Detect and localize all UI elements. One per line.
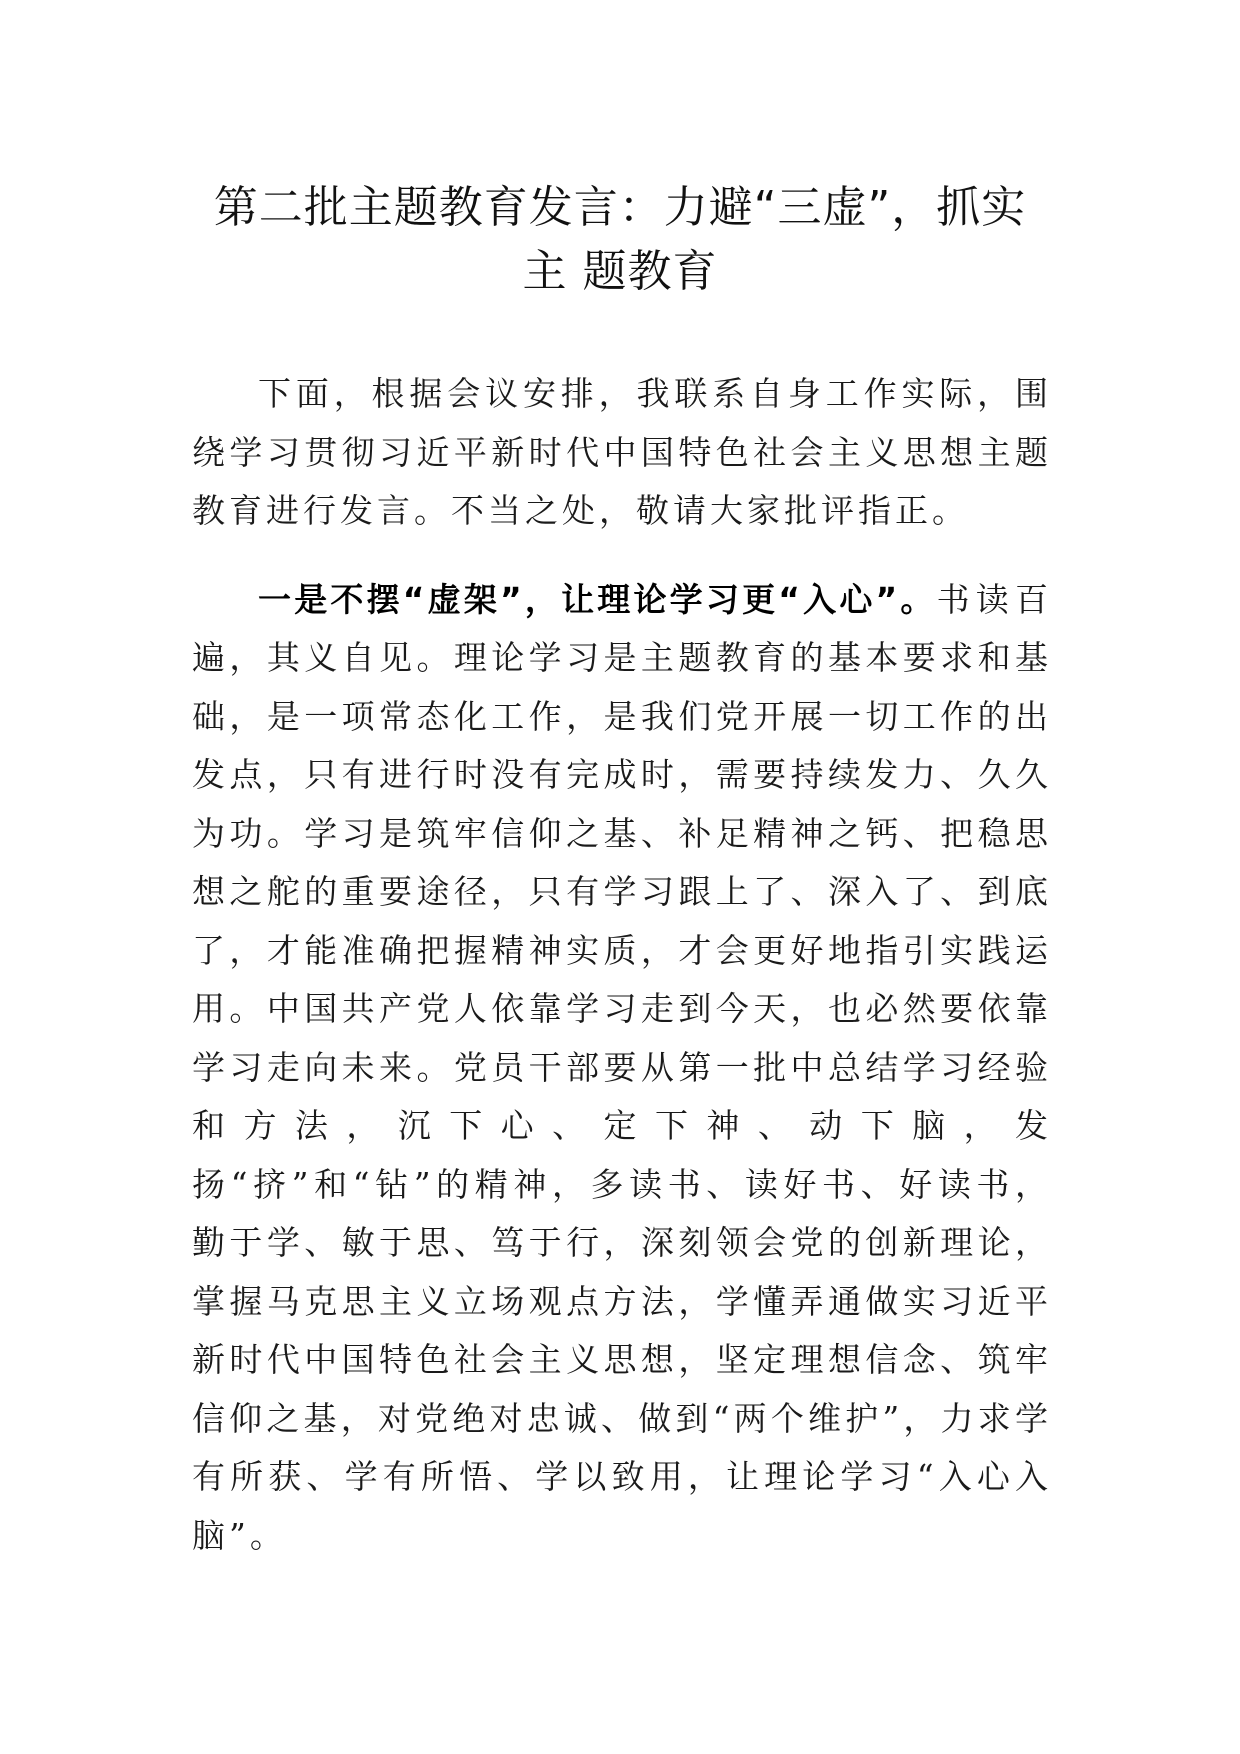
paragraph-lead-heading: 一是不摆“虚架”，让理论学习更“入心”。 <box>258 579 937 619</box>
paragraph-text: 书读百遍，其义自见。理论学习是主题教育的基本要求和基础，是一项常态化工作，是我们党开展一切工作的出发点，只有进行时没有完成时，需要持续发力、久久为功。学习是筑牢信仰之基、补足精神之钙、把稳思想之舵的重要途径，只有学习跟上了、深入了、到底了，才能准确把握精神实质，才会更好地指引实践运用。中国共产党人依靠学习走到今天，也必然要依靠学习走向未来。党员干部要从第一批中总结学习经验和方法，沉下心、定下神、动下脑，发扬“挤”和“钻”的精神，多读书、读好书、好读书，勤于学、敏于思、笃于行，深刻领会党的创新理论，掌握马克思主义立场观点方法，学懂弄通做实习近平新时代中国特色社会主义思想，坚定理想信念、筑牢信仰之基，对党绝对忠诚、做到“两个维护”，力求学有所获、学有所悟、学以致用，让理论学习“入心入脑”。 <box>192 579 1052 1555</box>
paragraph-intro <box>192 365 1052 541</box>
paragraph-text: 下面，根据会议安排，我联系自身工作实际，围绕学习贯彻习近平新时代中国特色社会主义思想主题教育进行发言。不当之处，敬请大家批评指正。 <box>192 374 1052 530</box>
document-body <box>192 365 1052 1595</box>
title-line-1: 第二批主题教育发言：力避“三虚”，抓实 <box>213 182 1027 233</box>
paragraph-point-one <box>192 571 1052 1566</box>
title-line-2: 主 题教育 <box>522 246 718 297</box>
document-title <box>150 176 1090 304</box>
